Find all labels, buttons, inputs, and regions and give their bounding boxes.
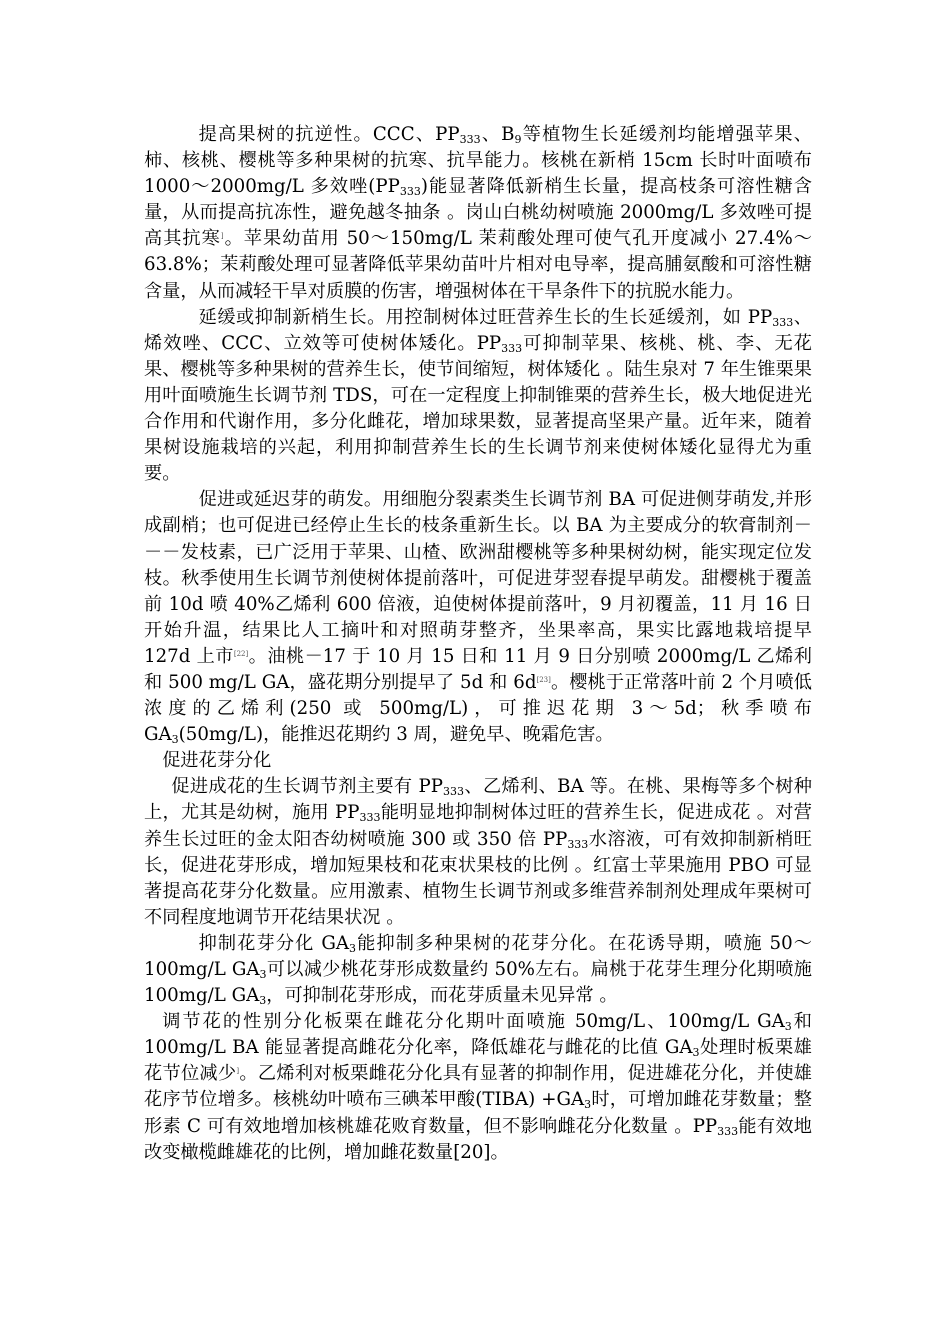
paragraph-bud-sprouting bbox=[144, 487, 812, 748]
subscript: 3 bbox=[584, 1098, 592, 1112]
document-body bbox=[144, 122, 812, 1166]
paragraph-shoot-growth bbox=[144, 305, 812, 488]
citation-mark: [22] bbox=[233, 649, 249, 658]
subscript: 3 bbox=[349, 941, 357, 955]
text-run: 提高果树的抗逆性。CCC、PP bbox=[198, 124, 460, 145]
text-run: )能显著降低新梢生长量，提高枝条可溶性糖含量，从而提高抗冻性，避免越冬抽条 。岗山白桃幼树喷施 2000mg/L 多效唑可提高其抗寒 bbox=[144, 176, 812, 250]
text-run: 能有效地改变橄榄雌雄花的比例，增加雌花数量[20]。 bbox=[144, 1115, 812, 1163]
subscript: 3 bbox=[171, 733, 179, 747]
text-run: 促进花芽分化 bbox=[162, 750, 272, 772]
text-run: 等植物生长延缓剂均能增强苹果、柿、核桃、樱桃等多种果树的抗寒、抗旱能力。核桃在新梢 15cm 长时叶面喷布 1000～2000mg/L 多效唑(PP bbox=[144, 124, 812, 198]
text-run: 延缓或抑制新梢生长。用控制树体过旺营养生长的生长延缓剂，如 PP bbox=[198, 306, 773, 328]
subscript: 3 bbox=[784, 1020, 792, 1034]
paragraph-stress-resistance bbox=[144, 122, 812, 305]
text-run: (50mg/L)，能推迟花期约 3 周，避免早、晚霜危害。 bbox=[178, 724, 614, 746]
text-run: 可以减少桃花芽形成数量约 50%左右。扁桃于花芽生理分化期喷施 100mg/L GA bbox=[144, 959, 812, 1007]
subscript: 333 bbox=[459, 133, 481, 146]
text-run: 调节花的性别分化板栗在雌花分化期叶面喷施 50mg/L、100mg/L GA bbox=[162, 1011, 785, 1033]
text-run: 。油桃－17 于 10 月 15 日和 11 月 9 日分别喷 2000mg/L 乙烯利和 500 mg/L GA，盛花期分别提早了 5d 和 6d bbox=[144, 645, 812, 693]
text-run: ，可抑制花芽形成，而花芽质量未见异常 。 bbox=[266, 985, 618, 1007]
subscript: 3 bbox=[259, 968, 267, 981]
citation-mark: ] bbox=[236, 1067, 240, 1076]
citation-mark: ] bbox=[220, 232, 224, 241]
text-run: 能明显地抑制树体过旺的营养生长，促进成花 。对营养生长过旺的金太阳杏幼树喷施 300 或 350 倍 PP bbox=[144, 802, 812, 850]
text-run: 、乙烯利、BA 等。在桃、果梅等多个树种上，尤其是幼树，施用 PP bbox=[144, 776, 812, 824]
subscript: 9 bbox=[514, 133, 522, 146]
text-run: 、烯效唑、CCC、立效等可使树体矮化。PP bbox=[144, 306, 812, 354]
paragraph-promote-flowering bbox=[144, 774, 812, 931]
subscript: 3 bbox=[259, 994, 267, 1008]
text-run: 时，可增加雌花芽数量；整形素 C 可有效地增加核桃雄花败育数量，但不影响雌花分化数量 。PP bbox=[144, 1089, 812, 1137]
text-run: 可抑制苹果、核桃、桃、李、无花果、樱桃等多种果树的营养生长，使节间缩短，树体矮化 。陆生泉对 7 年生锥栗果用叶面喷施生长调节剂 TDS，可在一定程度上抑制锥栗的营养生长，极大地促进光合作用和代谢作用，多分化雌花，增加球果数，显著提高坚果产量。近年来，随着果树设施栽培的兴起，利用抑制营养生长的生长调节剂来使树体矮化显得尤为重要。 bbox=[144, 332, 812, 485]
text-run: 促进成花的生长调节剂主要有 PP bbox=[171, 776, 444, 798]
subscript: 333 bbox=[359, 811, 381, 825]
text-run: 能抑制多种果树的花芽分化。在花诱导期，喷施 50～100mg/L GA bbox=[144, 932, 812, 980]
section-heading-flower-bud bbox=[144, 748, 812, 774]
subscript: 333 bbox=[567, 837, 589, 851]
subscript: 3 bbox=[692, 1046, 700, 1060]
text-run: 处理时板栗雄花节位减少 bbox=[144, 1037, 812, 1085]
subscript: 333 bbox=[399, 185, 421, 199]
text-run: 水溶液，可有效抑制新梢旺长，促进花芽形成，增加短果枝和花束状果枝的比例 。红富士苹果施用 PBO 可显著提高花芽分化数量。应用激素、植物生长调节剂或多维营养制剂处理成年栗树可不同程度地调节开花结果状况 。 bbox=[144, 828, 812, 928]
citation-mark: [23] bbox=[536, 675, 551, 684]
subscript: 333 bbox=[717, 1124, 739, 1138]
paragraph-sex-differentiation bbox=[144, 1009, 812, 1166]
text-run: 。乙烯利对板栗雌花分化具有显著的抑制作用，促进雄花分化，并使雄花序节位增多。核桃幼叶喷布三碘苯甲酸(TIBA) +GA bbox=[144, 1063, 812, 1111]
text-run: 和 100mg/L BA 能显著提高雌花分化率，降低雄花与雌花的比值 GA bbox=[144, 1011, 812, 1059]
text-run: 促进或延迟芽的萌发。用细胞分裂素类生长调节剂 BA 可促进侧芽萌发,并形成副梢；也可促进已经停止生长的枝条重新生长。以 BA 为主要成分的软膏制剂－－－发枝素，已广泛用于苹果、山楂、欧洲甜樱桃等多种果树幼树，能实现定位发枝。秋季使用生长调节剂使树体提前落叶，可促进芽翌春提早萌发。甜樱桃于覆盖前 10d 喷 40%乙烯利 600 倍液，迫使树体提前落叶，9 月初覆盖，11 月 16 日开始升温，结果比人工摘叶和对照萌芽整齐，坐果率高，果实比露地栽培提早 127d 上市 bbox=[144, 489, 812, 667]
subscript: 333 bbox=[501, 341, 523, 355]
subscript: 333 bbox=[443, 785, 465, 799]
text-run: 、B bbox=[480, 124, 515, 145]
subscript: 333 bbox=[772, 315, 794, 329]
text-run: 。苹果幼苗用 50～150mg/L 茉莉酸处理可使气孔开度减小 27.4%～63.8%；茉莉酸处理可显著降低苹果幼苗叶片相对电导率，提高脯氨酸和可溶性糖含量，从而减轻干旱对质膜的伤害，增强树体在干旱条件下的抗脱水能力。 bbox=[144, 228, 812, 302]
text-run: 。樱桃于正常落叶前 2 个月喷低浓度的乙烯利(250 或 500mg/L)，可推迟花期 3～5d；秋季喷布 GA bbox=[144, 671, 812, 746]
paragraph-inhibit-flowering bbox=[144, 931, 812, 1009]
text-run: 抑制花芽分化 GA bbox=[198, 932, 350, 954]
